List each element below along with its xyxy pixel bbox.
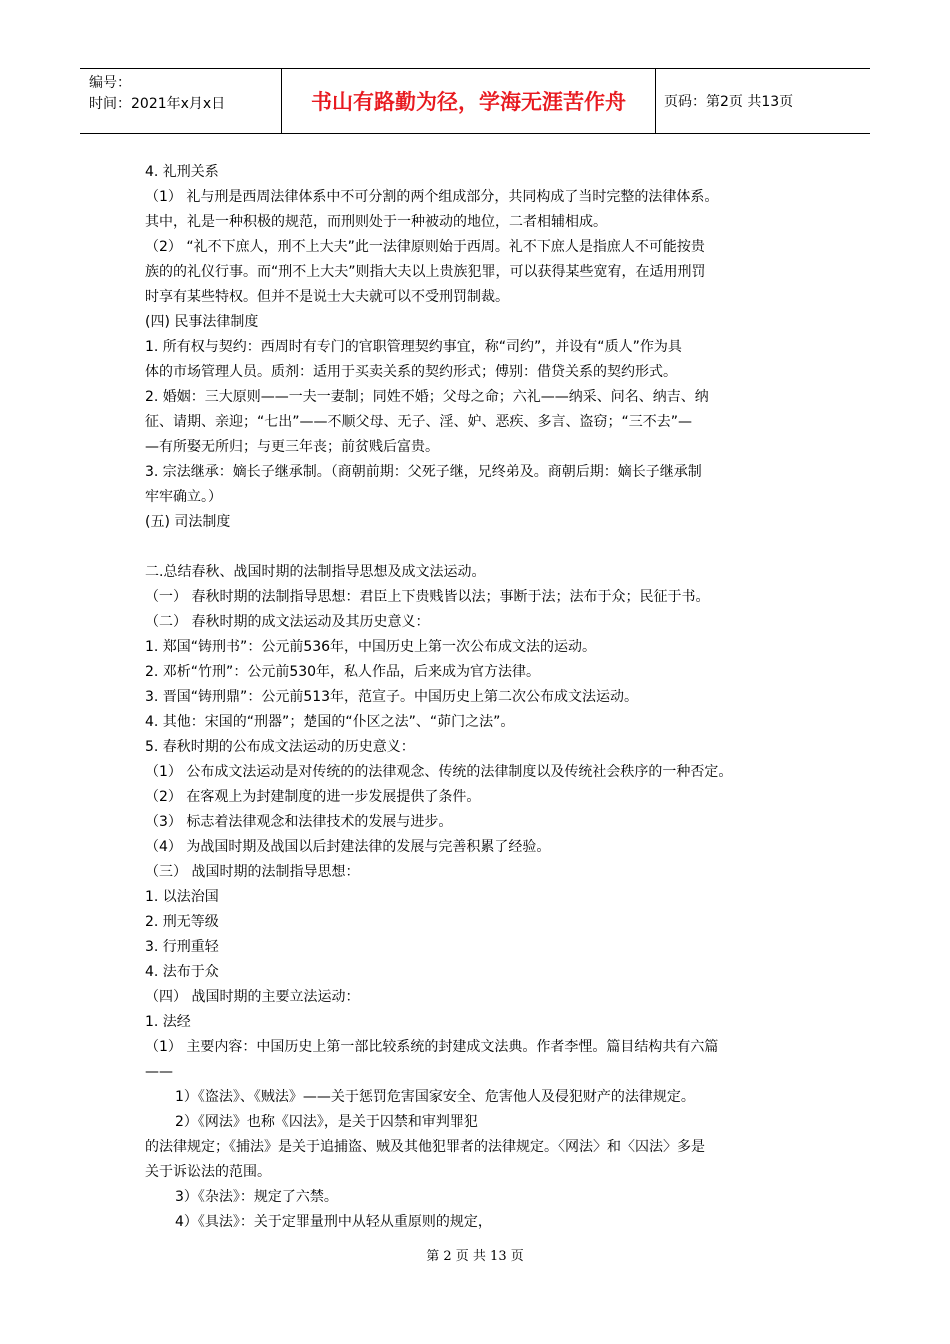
header-page-cell <box>656 69 870 133</box>
body-line: 4. 礼刑关系 <box>145 164 219 180</box>
body-line: (四) 民事法律制度 <box>145 314 259 330</box>
body-line: （1） 礼与刑是西周法律体系中不可分割的两个组成部分，共同构成了当时完整的法律体系。 <box>145 189 719 205</box>
body-line: 体的市场管理人员。质剂：适用于买卖关系的契约形式；傅别：借贷关系的契约形式。 <box>145 364 677 380</box>
body-line: （四） 战国时期的主要立法运动： <box>145 989 360 1005</box>
body-line: 3）《杂法》：规定了六禁。 <box>175 1189 338 1205</box>
body-line: （3） 标志着法律观念和法律技术的发展与进步。 <box>145 814 453 830</box>
body-line: 1. 郑国“铸刑书”：公元前536年，中国历史上第一次公布成文法的运动。 <box>145 639 597 655</box>
body-line: 3. 行刑重轻 <box>145 939 219 955</box>
body-line: 4. 法布于众 <box>145 964 219 980</box>
body-line: 其中，礼是一种积极的规范，而刑则处于一种被动的地位，二者相辅相成。 <box>145 214 607 230</box>
body-line: 2）《网法》也称《囚法》，是关于囚禁和审判罪犯 <box>175 1114 478 1130</box>
body-line: 二.总结春秋、战国时期的法制指导思想及成文法运动。 <box>145 564 486 580</box>
body-line: （三） 战国时期的法制指导思想： <box>145 864 360 880</box>
header-meta-cell <box>80 69 282 133</box>
body-line: —有所娶无所归；与更三年丧；前贫贱后富贵。 <box>145 439 439 455</box>
body-line: （2） 在客观上为封建制度的进一步发展提供了条件。 <box>145 789 481 805</box>
body-line: （2） “礼不下庶人，刑不上大夫”此一法律原则始于西周。礼不下庶人是指庶人不可能按贵 <box>145 239 705 255</box>
body-line: 5. 春秋时期的公布成文法运动的历史意义： <box>145 739 415 755</box>
body-line: 4）《具法》：关于定罪量刑中从轻从重原则的规定， <box>175 1214 492 1230</box>
body-line: 3. 晋国“铸刑鼎”：公元前513年，范宣子。中国历史上第二次公布成文法运动。 <box>145 689 639 705</box>
body-line: 族的的礼仪行事。而“刑不上大夫”则指大夫以上贵族犯罪，可以获得某些宽宥，在适用刑罚 <box>145 264 706 280</box>
body-line: （一） 春秋时期的法制指导思想：君臣上下贵贱皆以法；事断于法；法布于众；民征于书。 <box>145 589 710 605</box>
header-motto-cell <box>282 69 656 133</box>
body-line <box>145 535 815 560</box>
body-line: (五) 司法制度 <box>145 514 231 530</box>
body-line: 征、请期、亲迎；“七出”——不顺父母、无子、淫、妒、恶疾、多言、盗窃；“三不去”— <box>145 414 693 430</box>
body-line: 1）《盗法》、《贼法》——关于惩罚危害国家安全、危害他人及侵犯财产的法律规定。 <box>175 1089 695 1105</box>
page-info: 页码：第2页 共13页 <box>664 94 794 110</box>
page-footer <box>0 1245 950 1264</box>
body-line: （4） 为战国时期及战国以后封建法律的发展与完善积累了经验。 <box>145 839 551 855</box>
body-line: 4. 其他：宋国的“刑器”；楚国的“仆区之法”、“茆门之法”。 <box>145 714 515 730</box>
body-line: 时享有某些特权。但并不是说士大夫就可以不受刑罚制裁。 <box>145 289 509 305</box>
body-line: （二） 春秋时期的成文法运动及其历史意义： <box>145 614 430 630</box>
body-line: 1. 所有权与契约：西周时有专门的官职管理契约事宜，称“司约”，并设有“质人”作为具 <box>145 339 682 355</box>
document-header <box>80 68 870 134</box>
body-line: 关于诉讼法的范围。 <box>145 1164 271 1180</box>
body-line: 2. 刑无等级 <box>145 914 219 930</box>
body-line: 2. 婚姻：三大原则——一夫一妻制；同姓不婚；父母之命；六礼——纳采、问名、纳吉、纳 <box>145 389 709 405</box>
body-line: 2. 邓析“竹刑”：公元前530年，私人作品，后来成为官方法律。 <box>145 664 541 680</box>
footer-page-number: 第 2 页 共 13 页 <box>426 1249 524 1264</box>
number-label: 编号： <box>89 75 131 91</box>
document-body <box>145 160 815 1235</box>
body-line: （1） 主要内容：中国历史上第一部比较系统的封建成文法典。作者李悝。篇目结构共有六篇 <box>145 1039 719 1055</box>
body-line: 牢牢确立。） <box>145 489 222 505</box>
body-line: 3. 宗法继承：嫡长子继承制。（商朝前期：父死子继，兄终弟及。商朝后期：嫡长子继承制 <box>145 464 702 480</box>
body-line: 的法律规定；《捕法》是关于追捕盗、贼及其他犯罪者的法律规定。〈网法〉和〈囚法〉多是 <box>145 1139 705 1155</box>
body-line: （1） 公布成文法运动是对传统的的法律观念、传统的法律制度以及传统社会秩序的一种否定。 <box>145 764 733 780</box>
body-line: 1. 以法治国 <box>145 889 219 905</box>
body-line: —— <box>145 1064 173 1080</box>
body-line: 1. 法经 <box>145 1014 191 1030</box>
time-label: 时间：2021年x月x日 <box>89 96 226 112</box>
motto-text: 书山有路勤为径，学海无涯苦作舟 <box>311 90 626 114</box>
